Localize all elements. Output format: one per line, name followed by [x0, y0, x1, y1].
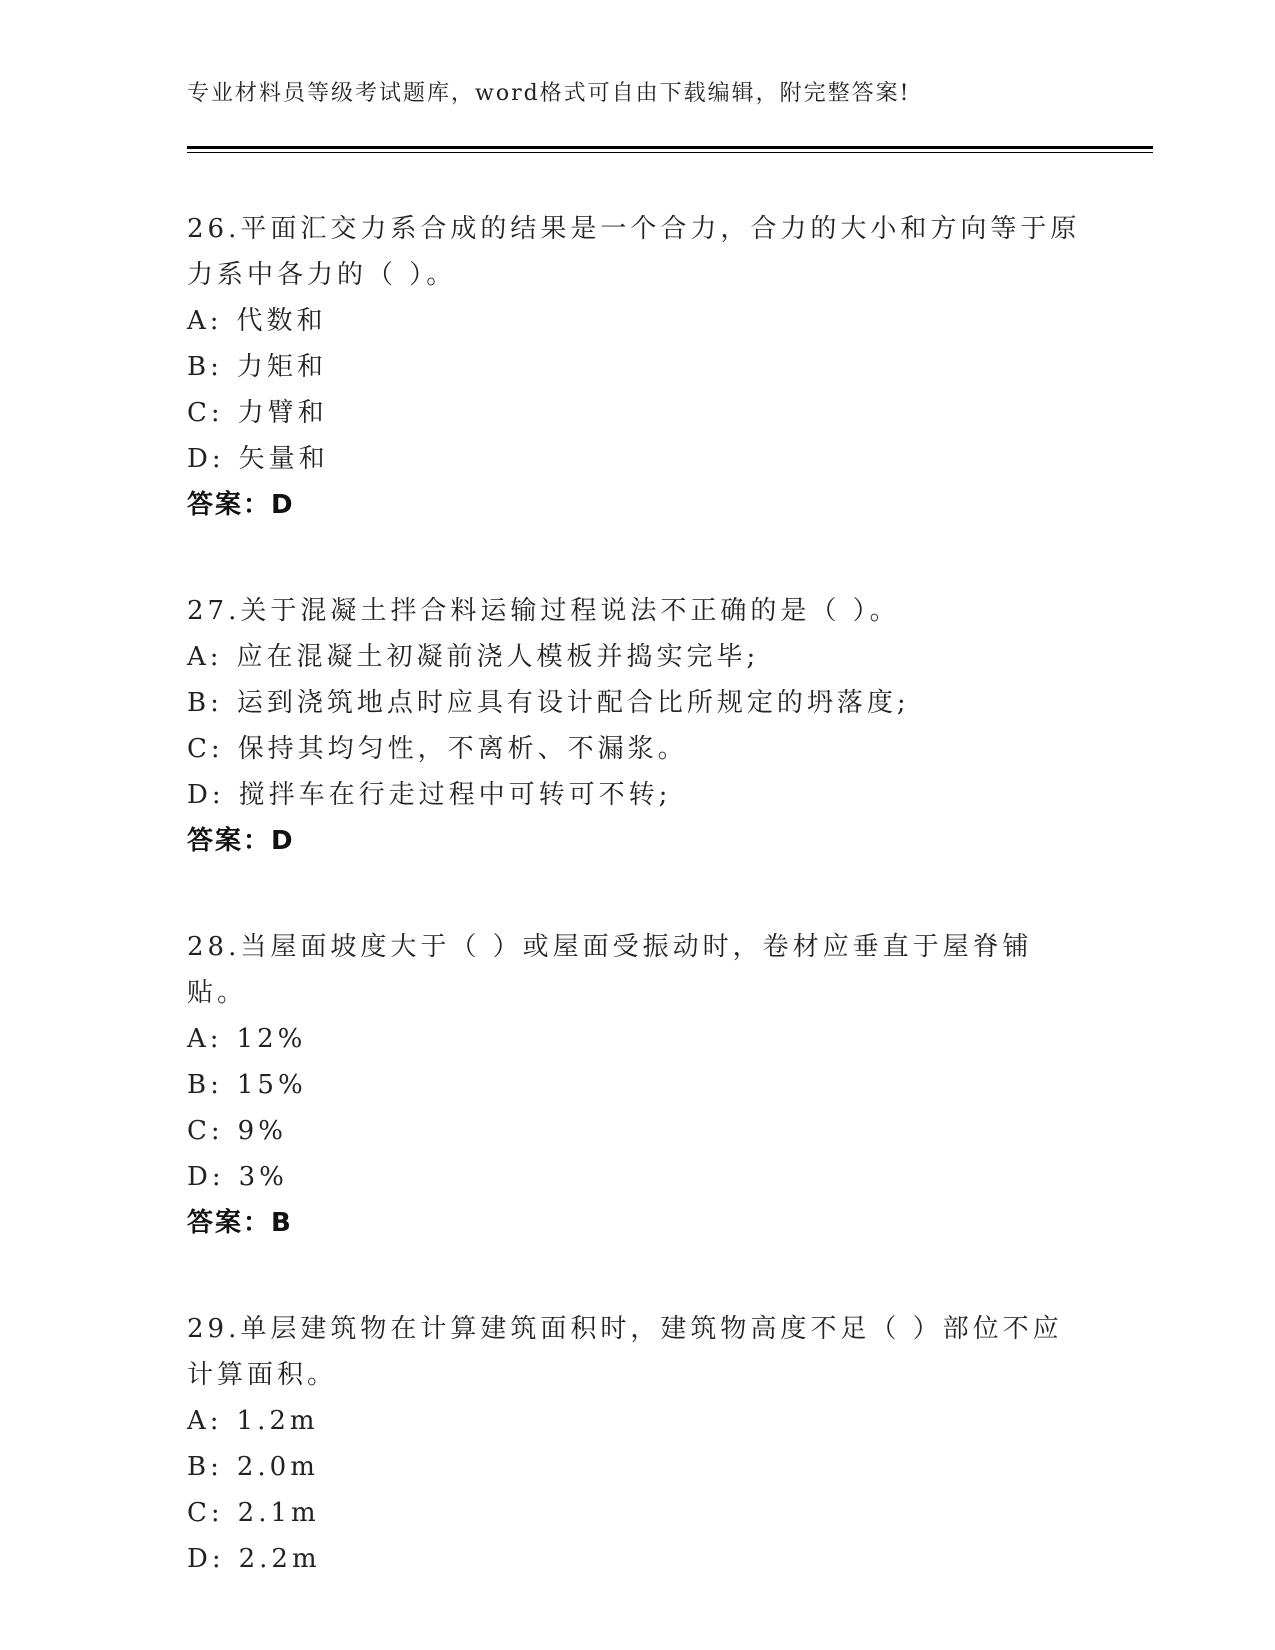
option-b	[187, 680, 1087, 726]
option-c	[187, 1490, 1087, 1536]
page-header: 专业材料员等级考试题库，word格式可自由下载编辑，附完整答案!	[187, 81, 911, 106]
option-separator: :	[210, 1116, 224, 1146]
option-separator: :	[209, 642, 223, 672]
option-separator: :	[211, 1162, 225, 1192]
option-d	[187, 772, 1087, 818]
option-c	[187, 1108, 1087, 1154]
option-key: B	[187, 1452, 211, 1482]
answer-line: 答案：D	[187, 826, 295, 856]
option-separator: :	[210, 734, 224, 764]
option-text: 搅拌车在行走过程中可转可不转;	[238, 780, 672, 810]
option-d	[187, 436, 1087, 482]
option-text: 保持其均匀性，不离析、不漏浆。	[237, 734, 688, 764]
question-27	[187, 588, 1087, 864]
option-key: C	[187, 398, 211, 428]
option-key: D	[187, 1544, 212, 1574]
option-text: 2.2m	[238, 1544, 321, 1574]
question-stem: 28.当屋面坡度大于（ ）或屋面受振动时，卷材应垂直于屋脊铺贴。	[187, 932, 1033, 1008]
option-key: A	[187, 306, 210, 336]
option-b	[187, 1444, 1087, 1490]
option-b	[187, 344, 1087, 390]
option-text: 运到浇筑地点时应具有设计配合比所规定的坍落度;	[236, 688, 910, 718]
answer-line: 答案：D	[187, 490, 295, 520]
option-text: 3%	[238, 1162, 288, 1192]
option-separator: :	[209, 1406, 223, 1436]
option-key: D	[187, 1162, 212, 1192]
question-stem: 26.平面汇交力系合成的结果是一个合力，合力的大小和方向等于原力系中各力的（ ）。	[187, 214, 1081, 290]
option-key: B	[187, 352, 211, 382]
option-separator: :	[210, 398, 224, 428]
option-text: 1.2m	[236, 1406, 319, 1436]
option-text: 2.0m	[236, 1452, 319, 1482]
option-key: C	[187, 1116, 211, 1146]
option-text: 12%	[236, 1024, 307, 1054]
option-a	[187, 1398, 1087, 1444]
question-29	[187, 1306, 1087, 1582]
option-separator: :	[210, 1070, 223, 1100]
option-c	[187, 390, 1087, 436]
option-text: 2.1m	[237, 1498, 320, 1528]
option-separator: :	[209, 1024, 223, 1054]
option-key: C	[187, 1498, 211, 1528]
option-key: B	[187, 688, 211, 718]
option-separator: :	[211, 1544, 225, 1574]
option-key: D	[187, 444, 212, 474]
option-separator: :	[211, 780, 225, 810]
option-separator: :	[211, 444, 225, 474]
option-key: A	[187, 1406, 210, 1436]
option-text: 力臂和	[237, 398, 328, 428]
option-text: 力矩和	[236, 352, 327, 382]
option-separator: :	[210, 1498, 224, 1528]
option-a	[187, 298, 1087, 344]
option-text: 矢量和	[238, 444, 329, 474]
option-separator: :	[210, 1452, 223, 1482]
option-key: A	[187, 1024, 210, 1054]
option-key: A	[187, 642, 210, 672]
option-key: D	[187, 780, 212, 810]
option-a	[187, 1016, 1087, 1062]
question-stem: 27.关于混凝土拌合料运输过程说法不正确的是（ ）。	[187, 596, 900, 626]
option-key: B	[187, 1070, 211, 1100]
option-a	[187, 634, 1087, 680]
question-26	[187, 206, 1087, 528]
option-text: 应在混凝土初凝前浇人模板并捣实完毕;	[236, 642, 760, 672]
option-separator: :	[209, 306, 223, 336]
option-key: C	[187, 734, 211, 764]
question-28	[187, 924, 1087, 1246]
option-c	[187, 726, 1087, 772]
header-divider-thick	[187, 146, 1153, 149]
option-d	[187, 1536, 1087, 1582]
option-b	[187, 1062, 1087, 1108]
question-list	[187, 206, 1087, 1642]
option-text: 15%	[236, 1070, 307, 1100]
question-stem: 29.单层建筑物在计算建筑面积时，建筑物高度不足（ ）部位不应计算面积。	[187, 1314, 1063, 1390]
header-divider-thin	[187, 152, 1153, 153]
option-text: 9%	[237, 1116, 287, 1146]
option-separator: :	[210, 688, 223, 718]
option-separator: :	[210, 352, 223, 382]
option-text: 代数和	[236, 306, 327, 336]
answer-line: 答案：B	[187, 1208, 293, 1238]
option-d	[187, 1154, 1087, 1200]
